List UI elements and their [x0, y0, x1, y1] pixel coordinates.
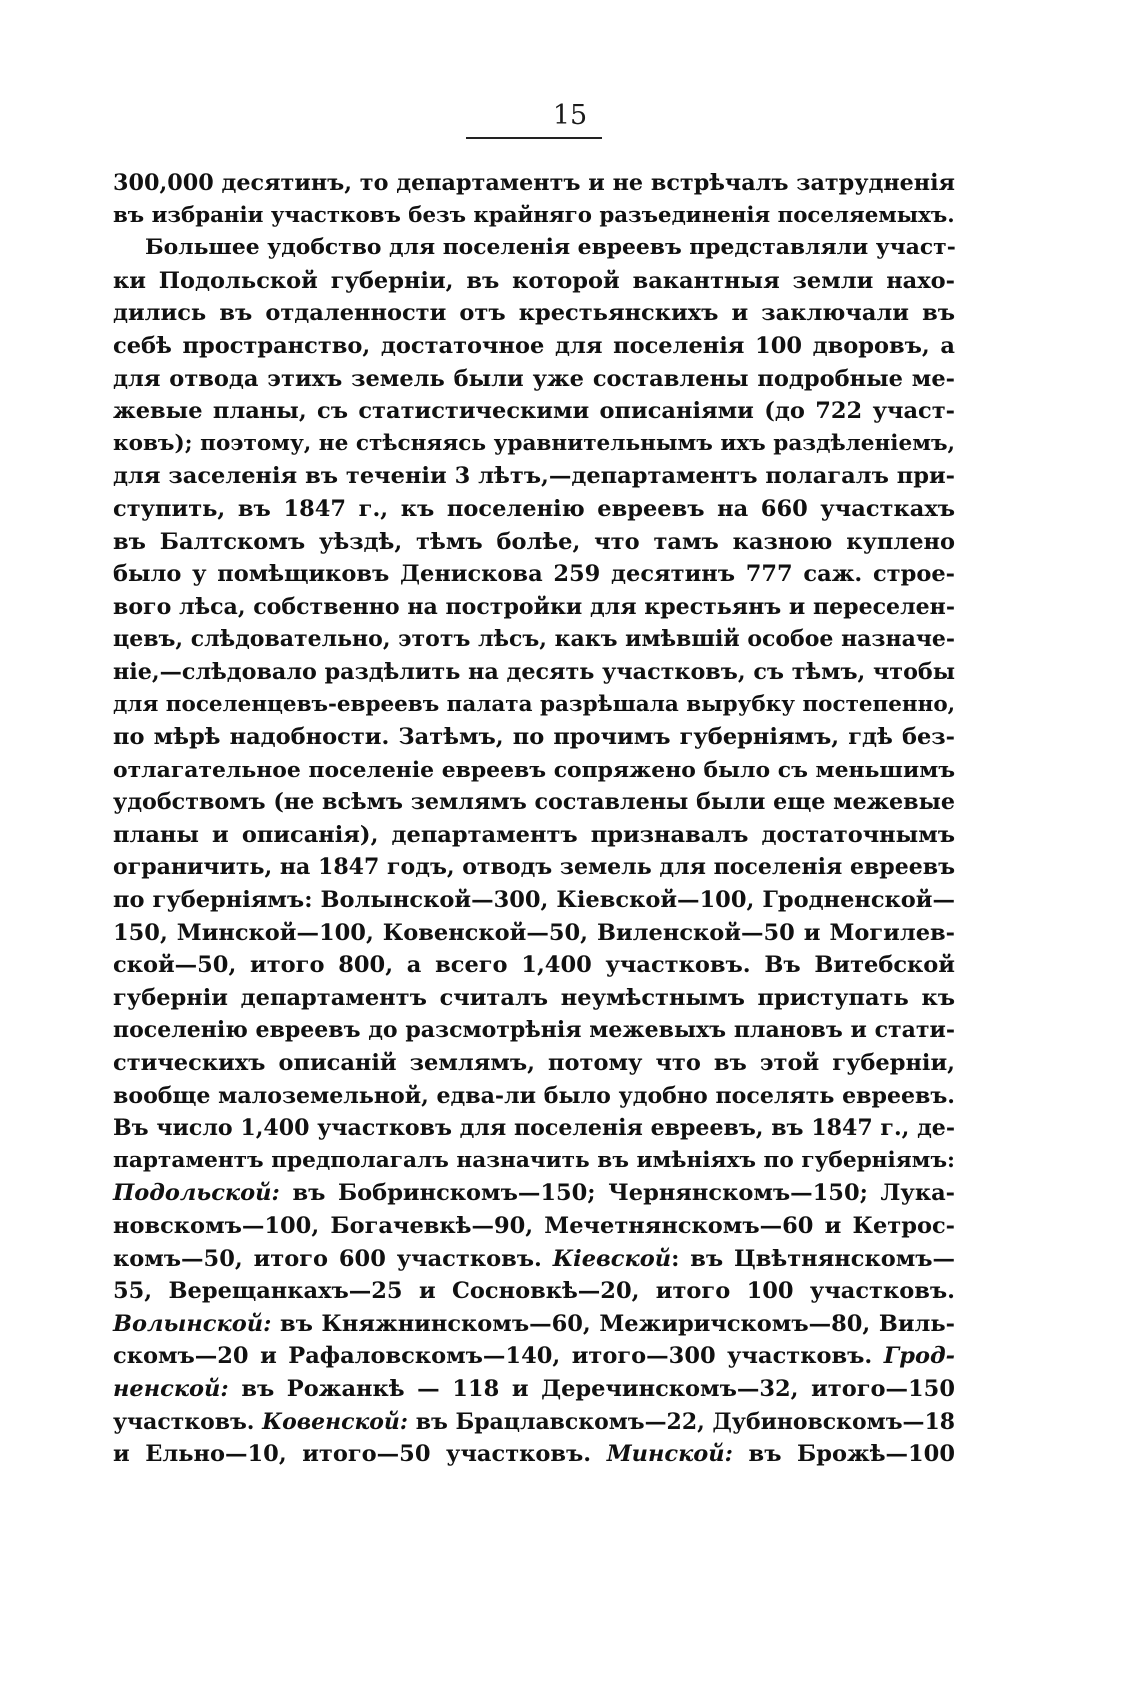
- province-name: Кіевской: [552, 1245, 672, 1272]
- text-line: было у помѣщиковъ Денискова 259 десятинъ 777 саж. строе-: [113, 561, 955, 588]
- province-name: Минской:: [606, 1441, 733, 1468]
- text-run: въ Брожѣ—100: [732, 1441, 955, 1468]
- text-run: комъ—50, итого 600 участковъ.: [113, 1245, 553, 1272]
- text-line: вого лѣса, собственно на постройки для крестьянъ и переселен-: [113, 593, 955, 620]
- text-line: ки Подольской губерніи, въ которой вакантныя земли нахо-: [113, 267, 955, 294]
- text-line: [113, 1243, 955, 1276]
- text-run: участковъ.: [113, 1408, 263, 1435]
- text-line: [113, 1373, 955, 1406]
- text-line: планы и описанія), департаментъ признавалъ достаточнымъ: [113, 821, 955, 848]
- text-run: въ Бобринскомъ—150; Чернянскомъ—150; Лука-: [279, 1180, 955, 1207]
- text-line: Въ число 1,400 участковъ для поселенія евреевъ, въ 1847 г., де-: [113, 1115, 955, 1142]
- text-run: въ Брацлавскомъ—22, Дубиновскомъ—18: [408, 1408, 955, 1435]
- province-name: Волынской:: [113, 1310, 272, 1337]
- text-line: губерніи департаментъ считалъ неумѣстнымъ приступать къ: [113, 984, 955, 1011]
- text-line: для заселенія въ теченіи 3 лѣтъ,—департаментъ полагалъ при-: [113, 463, 955, 490]
- text-line: 55, Верещанкахъ—25 и Сосновкѣ—20, итого 100 участковъ.: [113, 1278, 955, 1305]
- text-run: въ Княжнинскомъ—60, Межиричскомъ—80, Виль-: [271, 1310, 955, 1337]
- text-line: цевъ, слѣдовательно, этотъ лѣсъ, какъ имѣвшій особое назначе-: [113, 626, 956, 653]
- text-line: въ избраніи участковъ безъ крайняго разъединенія поселяемыхъ.: [113, 202, 955, 228]
- body-text: [113, 167, 955, 1471]
- text-line: ской—50, итого 800, а всего 1,400 участковъ. Въ Витебской: [113, 952, 955, 979]
- province-name: Подольской:: [113, 1180, 280, 1207]
- text-line: [113, 1177, 955, 1210]
- text-line: по губерніямъ: Волынской—300, Кіевской—100, Гродненской—: [113, 887, 955, 914]
- text-line: жевые планы, съ статистическими описаніями (до 722 участ-: [113, 398, 955, 425]
- text-line: удобствомъ (не всѣмъ землямъ составлены были еще межевые: [113, 789, 955, 816]
- text-line: 150, Минской—100, Ковенской—50, Виленской—50 и Могилев-: [113, 919, 955, 946]
- text-line: [113, 1438, 955, 1471]
- province-name: Ковенской:: [262, 1408, 408, 1435]
- text-line: ковъ); поэтому, не стѣсняясь уравнительнымъ ихъ раздѣленіемъ,: [113, 430, 955, 456]
- text-line: ограничить, на 1847 годъ, отводъ земель для поселенія евреевъ: [113, 854, 955, 881]
- header-rule: [466, 137, 602, 139]
- text-line: новскомъ—100, Богачевкѣ—90, Мечетнянскомъ—60 и Кетрос-: [113, 1213, 955, 1239]
- text-line: Большее удобство для поселенія евреевъ представляли участ-: [145, 235, 956, 261]
- text-line: въ Балтскомъ уѣздѣ, тѣмъ болѣе, что тамъ казною куплено: [113, 528, 955, 555]
- text-run: скомъ—20 и Рафаловскомъ—140, итого—300 участковъ.: [113, 1343, 884, 1370]
- text-line: отлагательное поселеніе евреевъ сопряжено было съ меньшимъ: [113, 756, 956, 783]
- text-run: въ Рожанкѣ — 118 и Деречинскомъ—32, итого—150: [228, 1375, 955, 1402]
- text-line: для отвода этихъ земель были уже составлены подробные ме-: [113, 365, 955, 392]
- text-line: 300,000 десятинъ, то департаментъ и не встрѣчалъ затрудненія: [113, 170, 955, 196]
- text-line: себѣ пространство, достаточное для поселенія 100 дворовъ, а: [113, 332, 955, 359]
- province-name: Грод-: [883, 1343, 955, 1370]
- text-run: и Ельно—10, итого—50 участковъ.: [113, 1441, 607, 1468]
- text-line: вообще малоземельной, едва-ли было удобно поселять евреевъ.: [113, 1082, 955, 1109]
- text-line: [113, 1308, 955, 1341]
- text-line: стическихъ описаній землямъ, потому что въ этой губерніи,: [113, 1050, 955, 1077]
- text-line: [113, 1340, 955, 1373]
- text-line: для поселенцевъ-евреевъ палата разрѣшала вырубку постепенно,: [113, 691, 956, 717]
- text-line: партаментъ предполагалъ назначить въ имѣніяхъ по губерніямъ:: [113, 1147, 955, 1173]
- text-line: дились въ отдаленности отъ крестьянскихъ и заключали въ: [113, 300, 955, 327]
- province-name: ненской:: [113, 1375, 229, 1402]
- text-line: ніе,—слѣдовало раздѣлить на десять участковъ, съ тѣмъ, чтобы: [113, 658, 956, 685]
- text-line: ступить, въ 1847 г., къ поселенію евреевъ на 660 участкахъ: [113, 495, 955, 522]
- text-line: поселенію евреевъ до разсмотрѣнія межевыхъ плановъ и стати-: [113, 1017, 955, 1044]
- text-line: [113, 1406, 955, 1439]
- text-line: по мѣрѣ надобности. Затѣмъ, по прочимъ губерніямъ, гдѣ без-: [113, 724, 955, 751]
- text-run: : въ Цвѣтнянскомъ—: [671, 1245, 955, 1272]
- page-number: 15: [552, 100, 588, 131]
